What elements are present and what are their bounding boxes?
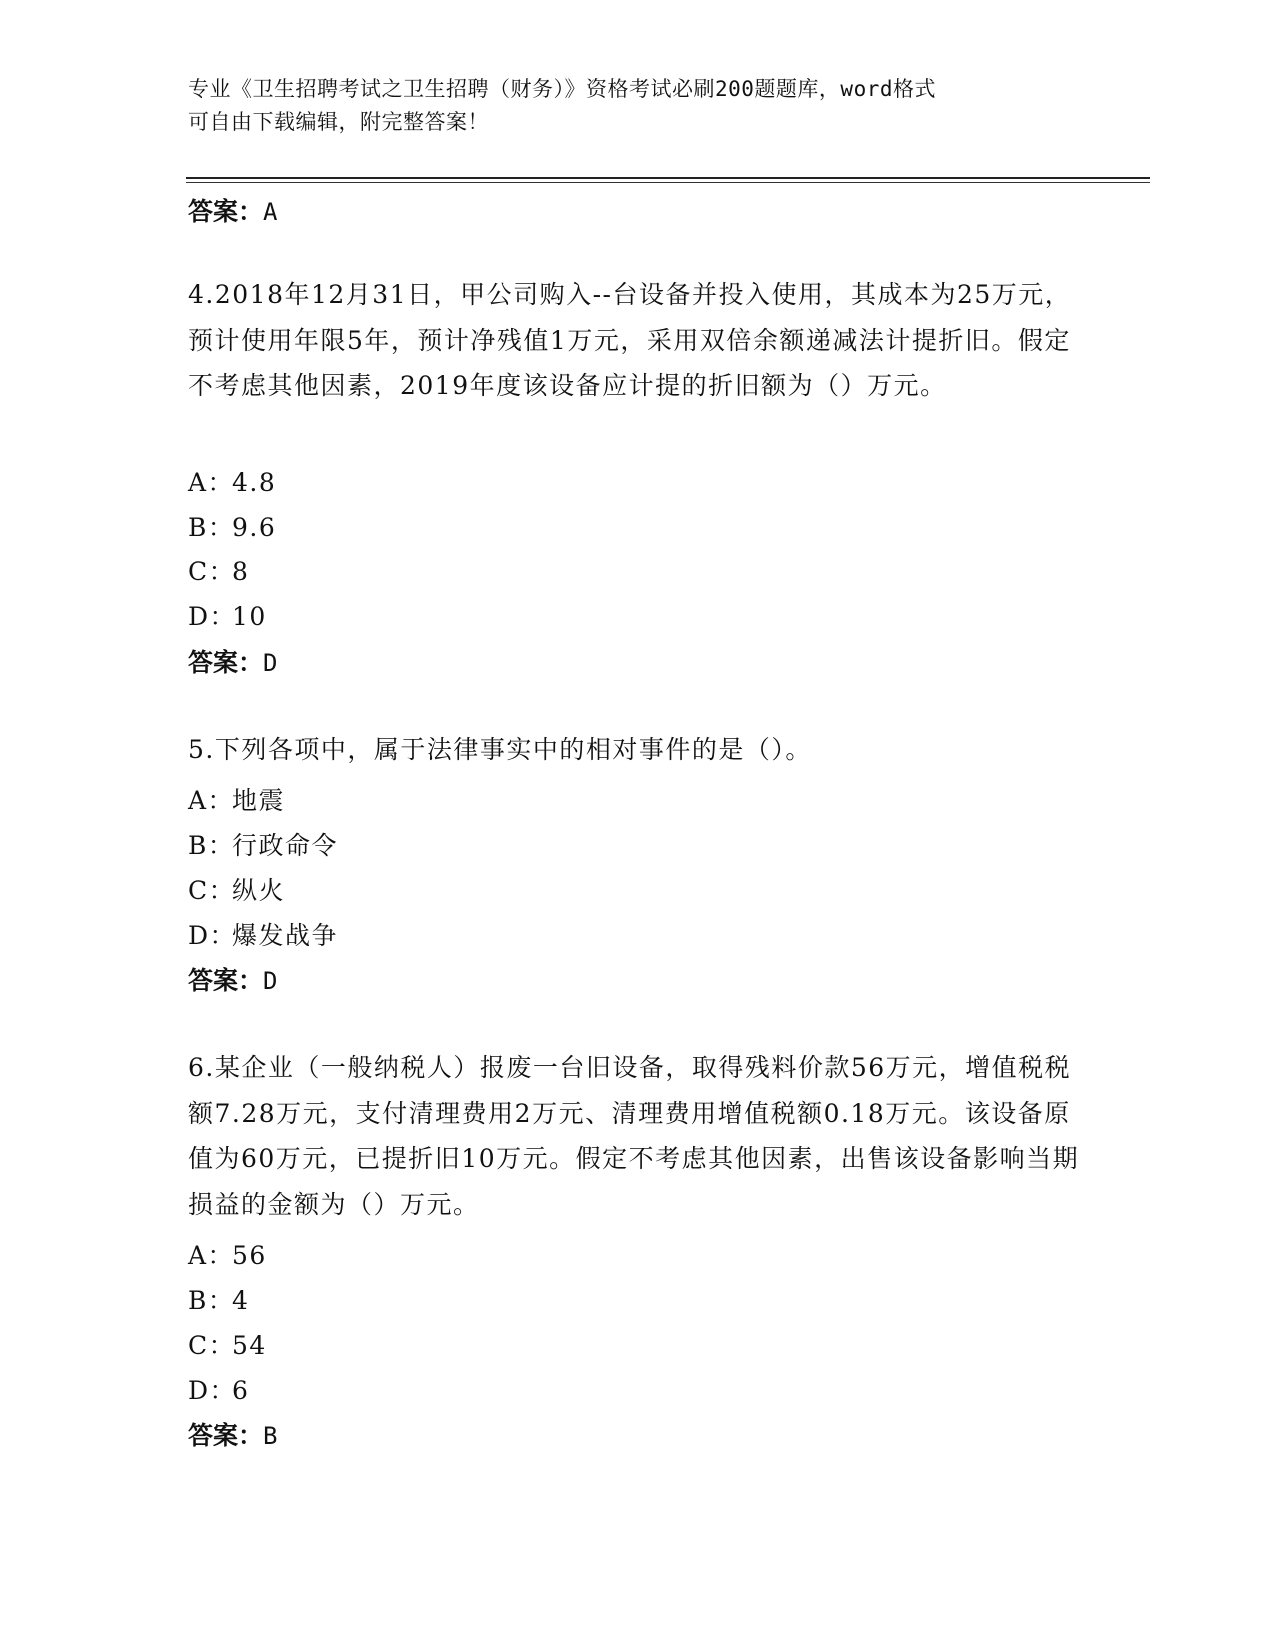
answer-value: B [263,1422,278,1450]
header-line-2: 可自由下载编辑，附完整答案！ [188,110,489,134]
question-6-option-b [188,1286,249,1316]
question-6-answer [188,1421,277,1451]
question-4-option-c [188,557,249,587]
answer-label: 答案： [188,648,264,677]
document-header [188,73,1088,139]
answer-value: D [263,649,278,677]
answer-value: D [263,967,278,995]
previous-answer [188,197,277,227]
question-4-option-d [188,602,267,632]
option-letter: A： [188,786,235,815]
option-text: 10 [232,602,267,631]
option-text: 56 [232,1241,267,1270]
option-text: 行政命令 [232,831,339,860]
answer-label: 答案： [188,966,264,995]
question-5-option-d [188,921,338,951]
option-letter: D： [188,602,237,631]
option-letter: B： [188,831,235,860]
header-divider-thin [186,182,1150,183]
question-4-text: 4.2018年12月31日，甲公司购入--台设备并投入使用，其成本为25万元，预计使用年限5年，预计净残值1万元，采用双倍余额递减法计提折旧。假定不考虑其他因素，2019年度该设备应计提的折旧额为（）万元。 [188,280,1072,400]
option-text: 8 [232,557,250,586]
option-text: 纵火 [232,876,286,905]
question-5-option-c [188,876,285,906]
option-letter: C： [188,1331,236,1360]
option-text: 4.8 [232,468,277,497]
option-letter: D： [188,1376,237,1405]
question-6-text: 6.某企业（一般纳税人）报废一台旧设备，取得残料价款56万元，增值税税额7.28万元，支付清理费用2万元、清理费用增值税额0.18万元。该设备原值为60万元，已提折旧10万元。假定不考虑其他因素，出售该设备影响当期损益的金额为（）万元。 [188,1053,1080,1219]
question-6-option-d [188,1376,249,1406]
option-text: 9.6 [232,513,277,542]
option-text: 地震 [232,786,286,815]
option-text: 6 [232,1376,250,1405]
question-4-option-b [188,513,276,543]
option-letter: C： [188,876,236,905]
option-letter: A： [188,468,235,497]
option-letter: B： [188,513,235,542]
question-5-option-a [188,786,285,816]
option-letter: A： [188,1241,235,1270]
option-text: 4 [232,1286,250,1315]
answer-label: 答案： [188,1421,264,1450]
answer-label: 答案： [188,197,264,226]
question-5-answer [188,966,277,996]
question-6-option-c [188,1331,267,1361]
header-line-1: 专业《卫生招聘考试之卫生招聘（财务）》资格考试必刷200题题库，word格式 [188,77,936,101]
question-4-answer [188,648,277,678]
option-text: 爆发战争 [232,921,339,950]
option-letter: C： [188,557,236,586]
header-divider-thick [186,177,1150,179]
question-6-option-a [188,1241,267,1271]
question-5-text: 5.下列各项中，属于法律事实中的相对事件的是（）。 [188,735,812,764]
option-text: 54 [232,1331,267,1360]
option-letter: D： [188,921,237,950]
question-5-option-b [188,831,338,861]
question-4-option-a [188,468,276,498]
option-letter: B： [188,1286,235,1315]
answer-value: A [263,198,278,226]
